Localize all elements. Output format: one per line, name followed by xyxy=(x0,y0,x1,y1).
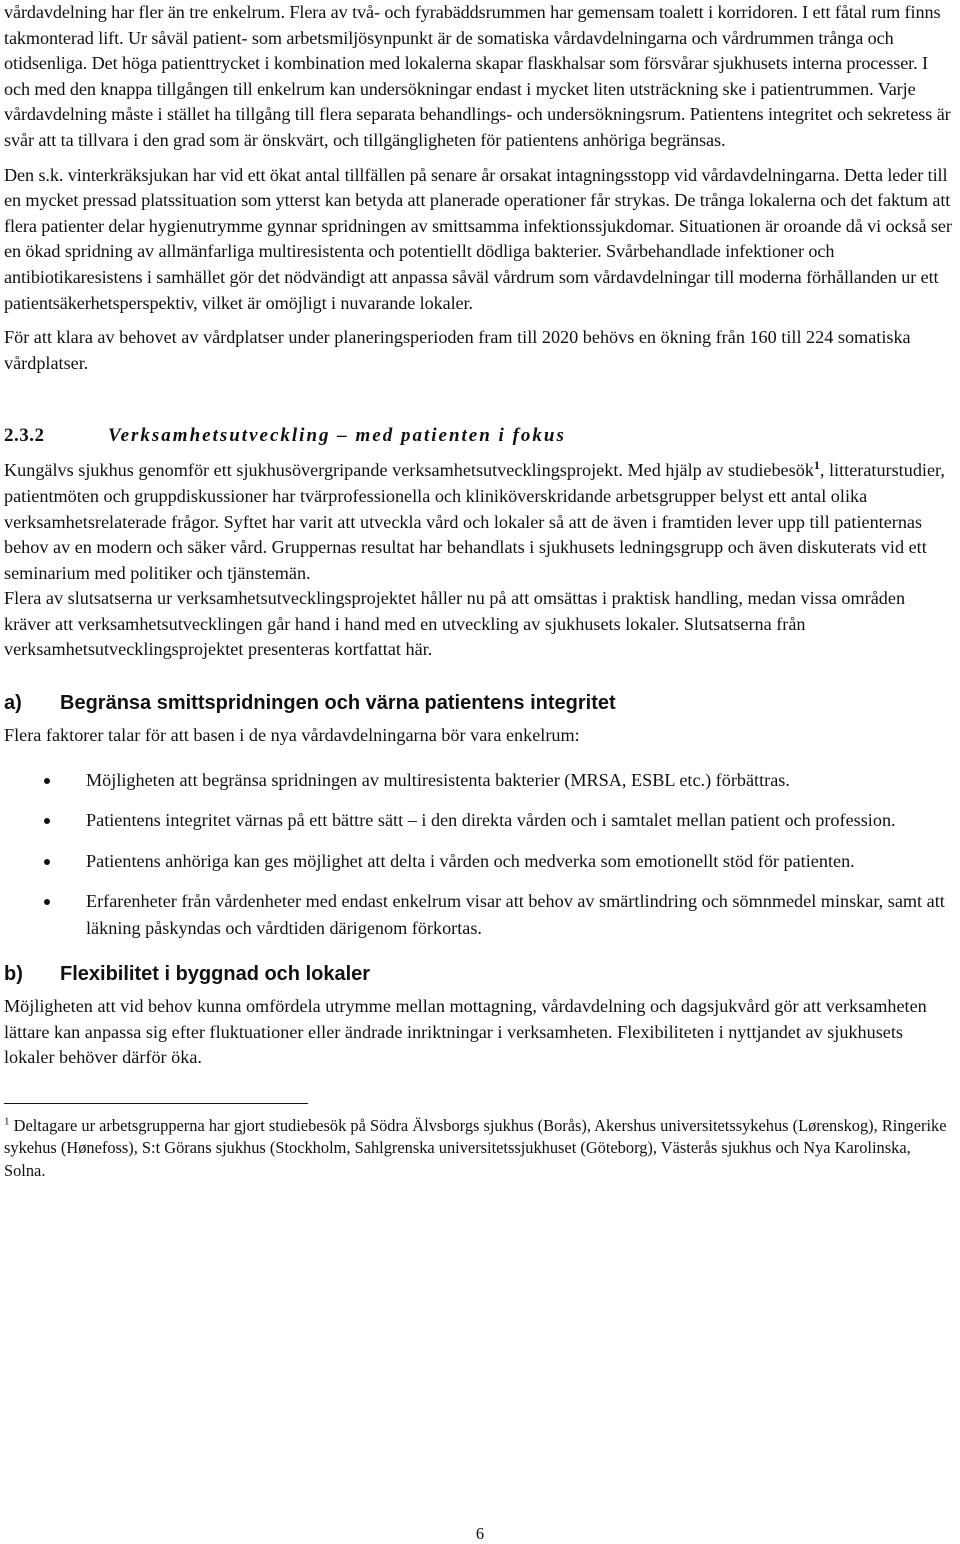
body-paragraph: För att klara av behovet av vårdplatser under planeringsperioden fram till 2020 behövs en ökning från 160 till 224 somatiska vårdplatser. xyxy=(4,327,911,373)
subsection-title: Begränsa smittspridningen och värna patientens integritet xyxy=(60,692,616,715)
subsection-heading-a xyxy=(4,690,956,716)
body-paragraph: Den s.k. vinterkräksjukan har vid ett ökat antal tillfällen på senare år orsakat intagningsstopp vid vårdavdelningarna. Detta leder till en mycket pressad platssituation som ytterst kan betyda att planerade operationer får strykas. De trånga lokalerna och det faktum att flera patienter delar hygienutrymme gynnar spridningen av smittsamma infektionssjukdomar. Situationen är oroande då vi också ser en ökad spridning av allmänfarliga multiresistenta och potentiellt dödliga bakterier. Svårbehandlade infektioner och antibiotikaresistens i samhället gör det nödvändigt att anpassa såväl vårdrum som vårdavdelningar till moderna förhållanden ur ett patientsäkerhetsperspektiv, vilket är omöjligt i nuvarande lokaler. xyxy=(4,164,952,313)
footnote-reference: 1 xyxy=(813,458,820,473)
list-item xyxy=(4,767,956,794)
subsection-letter: b) xyxy=(4,963,23,986)
footnote-text: Deltagare ur arbetsgrupperna har gjort studiebesök på Södra Älvsborgs sjukhus (Borås), Akershus universitetssykehus (Lørenskog), Ringerike sykehus (Hønefoss), S:t Görans sjukhus (Stockholm, Sahlgrenska universitetssjukhuset (Göteborg), Västerås sjukhus och Nya Karolinska, Solna. xyxy=(4,1115,947,1180)
body-paragraph: Flera av slutsatserna ur verksamhetsutvecklingsprojektet håller nu på att omsättas i praktisk handling, medan vissa områden kräver att verksamhetsutvecklingen går hand i hand med en utveckling av sjukhusets lokaler. Slutsatserna från verksamhetsutvecklingsprojektet presenteras kortfattat här. xyxy=(4,588,906,660)
subsection-title: Flexibilitet i byggnad och lokaler xyxy=(60,963,371,986)
page-number: 6 xyxy=(475,1524,485,1543)
subsection-heading-b xyxy=(4,961,956,987)
section-heading xyxy=(4,425,956,451)
bullet-list xyxy=(4,767,956,942)
subsection-letter: a) xyxy=(4,692,22,715)
section-title: Verksamhetsutveckling – med patienten i fokus xyxy=(108,425,566,447)
list-item xyxy=(4,848,956,875)
bullet-icon xyxy=(44,899,50,905)
body-paragraph: vårdavdelning har fler än tre enkelrum. Flera av två- och fyrabäddsrummen har gemensam toalett i korridoren. I ett fåtal rum finns takmonterad lift. Ur såväl patient- som arbetsmiljösynpunkt är de somatiska vårdavdelningarna och vårdrummen trånga och otidsenliga. Det höga patienttrycket i kombination med lokalerna skapar flaskhalsar som försvårar sjukhusets interna processer. I och med den knappa tillgången till enkelrum kan undersökningar endast i mycket liten utsträckning ske i patientrummen. Varje vårdavdelning måste i stället ha tillgång till flera separata behandlings- och undersökningsrum. Patientens integritet och sekretess är svår att ta tillvara i den grad som är önskvärt, och tillgängligheten för patientens anhöriga begränsas. xyxy=(4,2,951,150)
section-number: 2.3.2 xyxy=(4,425,45,447)
list-item-text: Erfarenheter från vårdenheter med endast enkelrum visar att behov av smärtlindring och sömnmedel minskar, samt att läkning påskyndas och vårdtiden därigenom förkortas. xyxy=(86,891,945,938)
paragraph-text: , litteraturstudier, patientmöten och gruppdiskussioner har tvärprofessionella och kliniköverskridande arbetsgrupper belyst ett antal olika verksamhetsrelaterade frågor. Syftet har varit att utveckla vård och lokaler så att de även i framtiden lever upp till patienternas behov av en modern och säker vård. Gruppernas resultat har behandlats i sjukhusets ledningsgrupp och även diskuterats vid ett seminarium med politiker och tjänstemän. xyxy=(4,460,945,583)
body-paragraph xyxy=(4,458,956,586)
body-paragraph: Möjligheten att vid behov kunna omfördela utrymme mellan mottagning, vårdavdelning och dagsjukvård gör att verksamheten lättare kan anpassa sig efter fluktuationer eller ändrade inriktningar i verksamheten. Flexibiliteten i nyttjandet av sjukhusets lokaler behöver därför öka. xyxy=(4,996,927,1068)
bullet-icon xyxy=(44,778,50,784)
list-item-text: Patientens anhöriga kan ges möjlighet att delta i vården och medverka som emotionellt stöd för patienten. xyxy=(86,850,855,871)
bullet-icon xyxy=(44,859,50,865)
list-item xyxy=(4,888,956,941)
bullet-icon xyxy=(44,818,50,824)
footnote-divider xyxy=(4,1103,308,1104)
list-item-text: Patientens integritet värnas på ett bättre sätt – i den direkta vården och i samtalet mellan patient och profession. xyxy=(86,810,896,831)
document-page xyxy=(4,0,956,1182)
body-paragraph: Flera faktorer talar för att basen i de nya vårdavdelningarna bör vara enkelrum: xyxy=(4,725,580,746)
paragraph-text: Kungälvs sjukhus genomför ett sjukhusövergripande verksamhetsutvecklingsprojekt. Med hjälp av studiebesök xyxy=(4,460,814,481)
footnote-marker: 1 xyxy=(4,1115,10,1128)
list-item-text: Möjligheten att begränsa spridningen av multiresistenta bakterier (MRSA, ESBL etc.) förbättras. xyxy=(86,769,790,790)
list-item xyxy=(4,807,956,834)
footnote xyxy=(4,1115,956,1183)
